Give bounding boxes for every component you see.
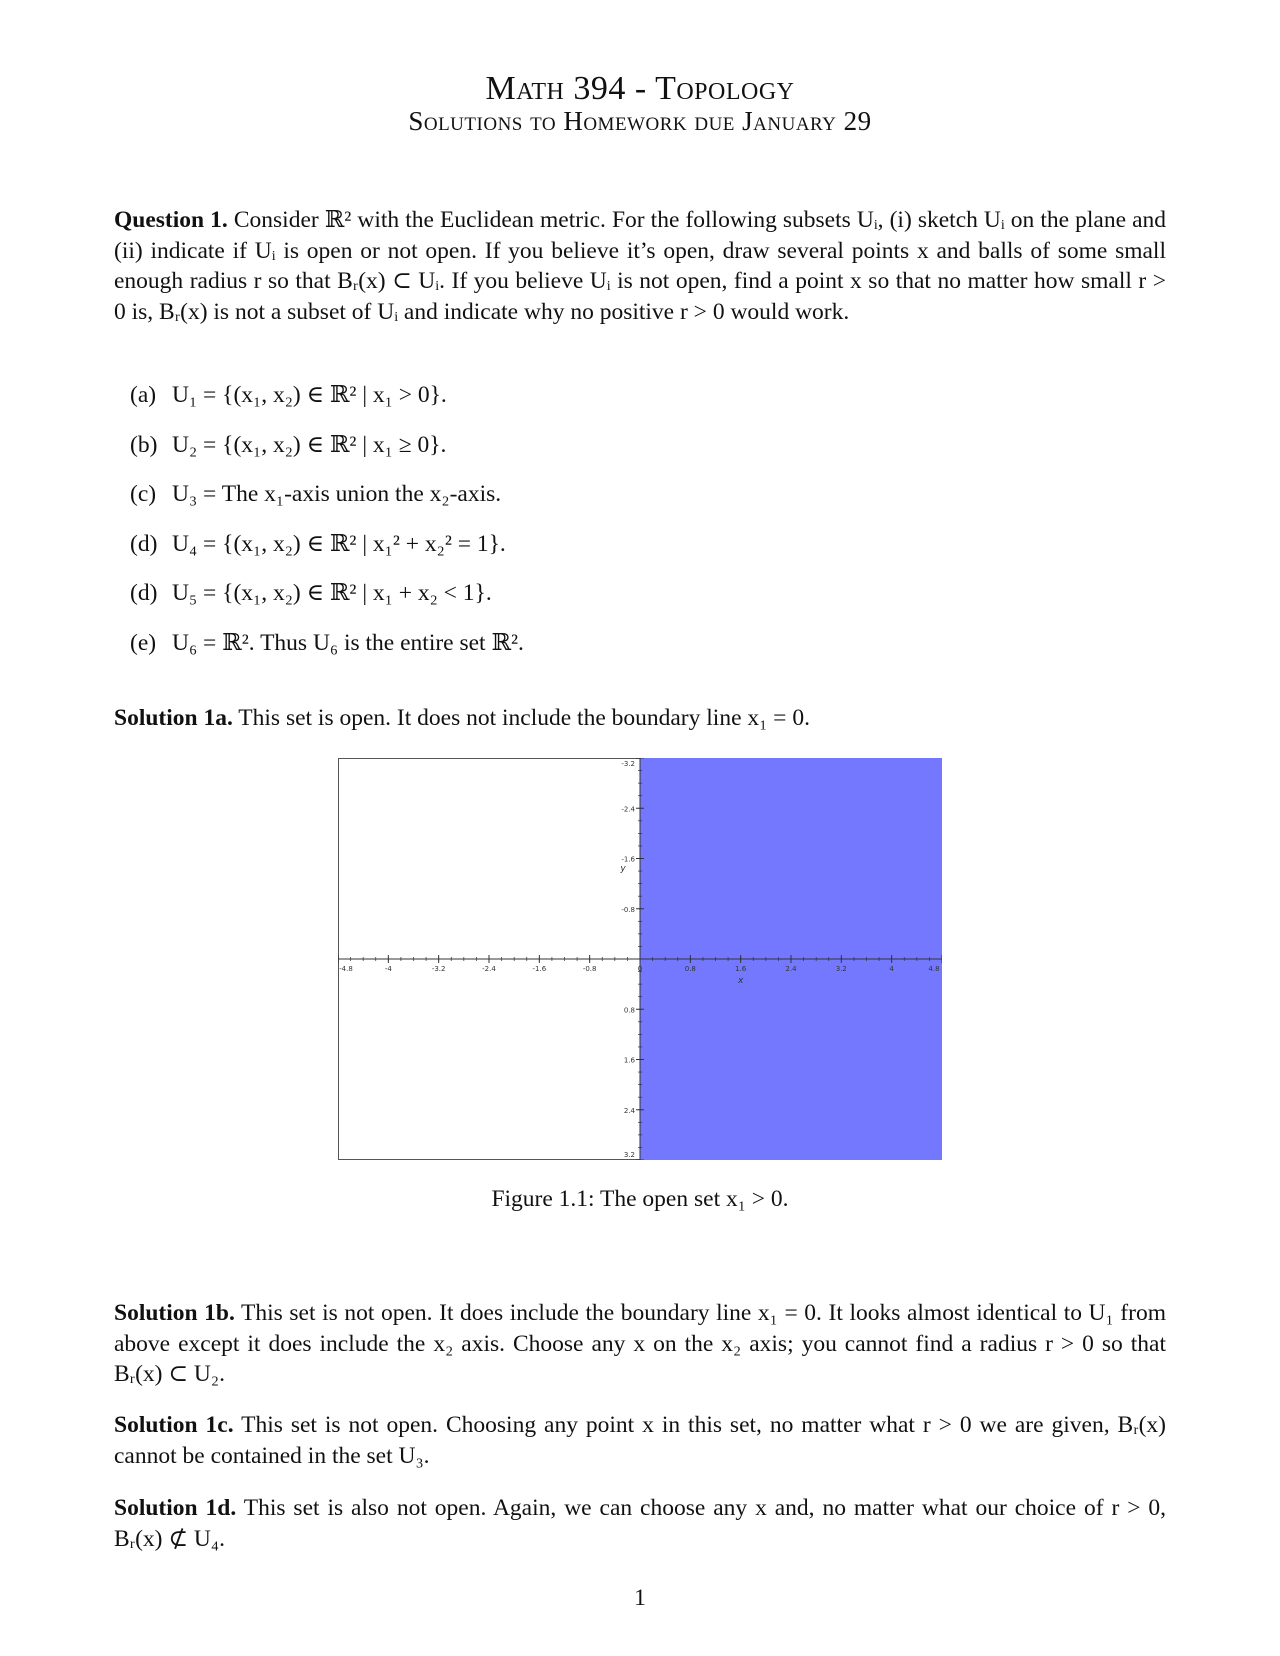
y-tick-label: 2.4 <box>623 1106 635 1115</box>
x-tick-label: 4 <box>889 965 894 973</box>
item-label: (d) <box>130 530 158 557</box>
x-tick-label: -1.6 <box>532 965 547 973</box>
list-item <box>130 628 1130 678</box>
solution-1d-label: Solution 1d. <box>114 1495 237 1521</box>
list-item <box>130 479 1130 529</box>
item-label: (d) <box>130 580 158 606</box>
x-tick-label: 4.8 <box>928 965 940 973</box>
x-tick-label: 0.8 <box>684 965 696 973</box>
solution-1b-label: Solution 1b. <box>114 1300 235 1326</box>
x-tick-label: 1.6 <box>735 965 747 973</box>
page-subtitle: Solutions to Homework due January 29 <box>408 106 872 136</box>
question-1-label: Question 1. <box>114 207 228 233</box>
item-text: U₃ = The x₁-axis union the x₂-axis. <box>172 481 502 507</box>
item-label: (a) <box>130 382 157 408</box>
solution-1b <box>114 1298 1166 1390</box>
x-axis-label: x <box>738 976 744 986</box>
item-text: U₂ = {(x₁, x₂) ∈ ℝ² | x₁ ≥ 0}. <box>172 431 447 458</box>
page-title: Math 394 - Topology <box>485 70 795 107</box>
item-text: U₁ = {(x₁, x₂) ∈ ℝ² | x₁ > 0}. <box>172 382 447 408</box>
y-tick-label: -3.2 <box>621 760 635 768</box>
item-label: (c) <box>130 481 157 507</box>
x-tick-label: 3.2 <box>835 965 847 973</box>
item-label: (b) <box>130 431 158 458</box>
x-tick-label: -2.4 <box>482 965 496 973</box>
subset-list <box>130 380 1130 677</box>
list-item <box>130 529 1130 579</box>
figure-caption: Figure 1.1: The open set x₁ > 0. <box>491 1186 789 1212</box>
solution-1b-text: This set is not open. It does include the boundary line x₁ = 0. It looks almost identical to U₁ from above except it does include the x₂ axis. Choose any x on the x₂ axis; you cannot find a radius r > 0 so that Bᵣ(x) ⊂ U₂. <box>114 1300 1166 1387</box>
x-tick-label: 2.4 <box>785 965 797 973</box>
item-label: (e) <box>130 629 157 656</box>
solution-1d <box>114 1493 1166 1554</box>
solution-1c <box>114 1410 1166 1471</box>
y-tick-label: -1.6 <box>621 855 635 864</box>
solution-1a-text: This set is open. It does not include the boundary line x₁ = 0. <box>238 705 810 731</box>
question-1 <box>114 205 1166 327</box>
y-tick-label: -2.4 <box>621 805 635 814</box>
question-1-text: Consider ℝ² with the Euclidean metric. For the following subsets Uᵢ, (i) sketch Uᵢ on the plane and (ii) indicate if Uᵢ is open or not open. If you believe it’s open, draw several points x and balls of some small enough radius r so that Bᵣ(x) ⊂ Uᵢ. If you believe Uᵢ is not open, find a point x so that no matter how small r > 0 is, Bᵣ(x) is not a subset of Uᵢ and indicate why no positive r > 0 would work. <box>114 207 1167 325</box>
y-tick-label: -0.8 <box>621 905 635 914</box>
item-text: U₅ = {(x₁, x₂) ∈ ℝ² | x₁ + x₂ < 1}. <box>172 580 492 606</box>
list-item <box>130 430 1130 480</box>
y-tick-label: 0.8 <box>623 1006 635 1015</box>
page-number: 1 <box>634 1585 646 1611</box>
list-item <box>130 578 1130 628</box>
x-tick-label: -4.8 <box>339 965 353 973</box>
y-tick-label: 1.6 <box>623 1056 635 1065</box>
item-text: U₄ = {(x₁, x₂) ∈ ℝ² | x₁² + x₂² = 1}. <box>172 530 506 557</box>
list-item <box>130 380 1130 430</box>
solution-1c-text: This set is not open. Choosing any point x in this set, no matter what r > 0 we are given, Bᵣ(x) cannot be contained in the set U₃. <box>114 1412 1166 1469</box>
figure-1-1 <box>338 758 942 1160</box>
x-tick-label: -4 <box>384 965 392 973</box>
solution-1c-label: Solution 1c. <box>114 1412 234 1438</box>
y-axis-label: y <box>620 864 626 875</box>
solution-1a-label: Solution 1a. <box>114 705 233 731</box>
x-tick-label: 0 <box>637 965 643 973</box>
x-tick-label: -0.8 <box>582 965 597 973</box>
solution-1d-text: This set is also not open. Again, we can choose any x and, no matter what our choice of r > 0, Bᵣ(x) ⊄ U₄. <box>114 1495 1166 1552</box>
y-tick-label: 3.2 <box>623 1151 635 1159</box>
x-tick-label: -3.2 <box>431 965 446 973</box>
solution-1a <box>114 703 1166 734</box>
item-text: U₆ = ℝ². Thus U₆ is the entire set ℝ². <box>172 629 524 656</box>
